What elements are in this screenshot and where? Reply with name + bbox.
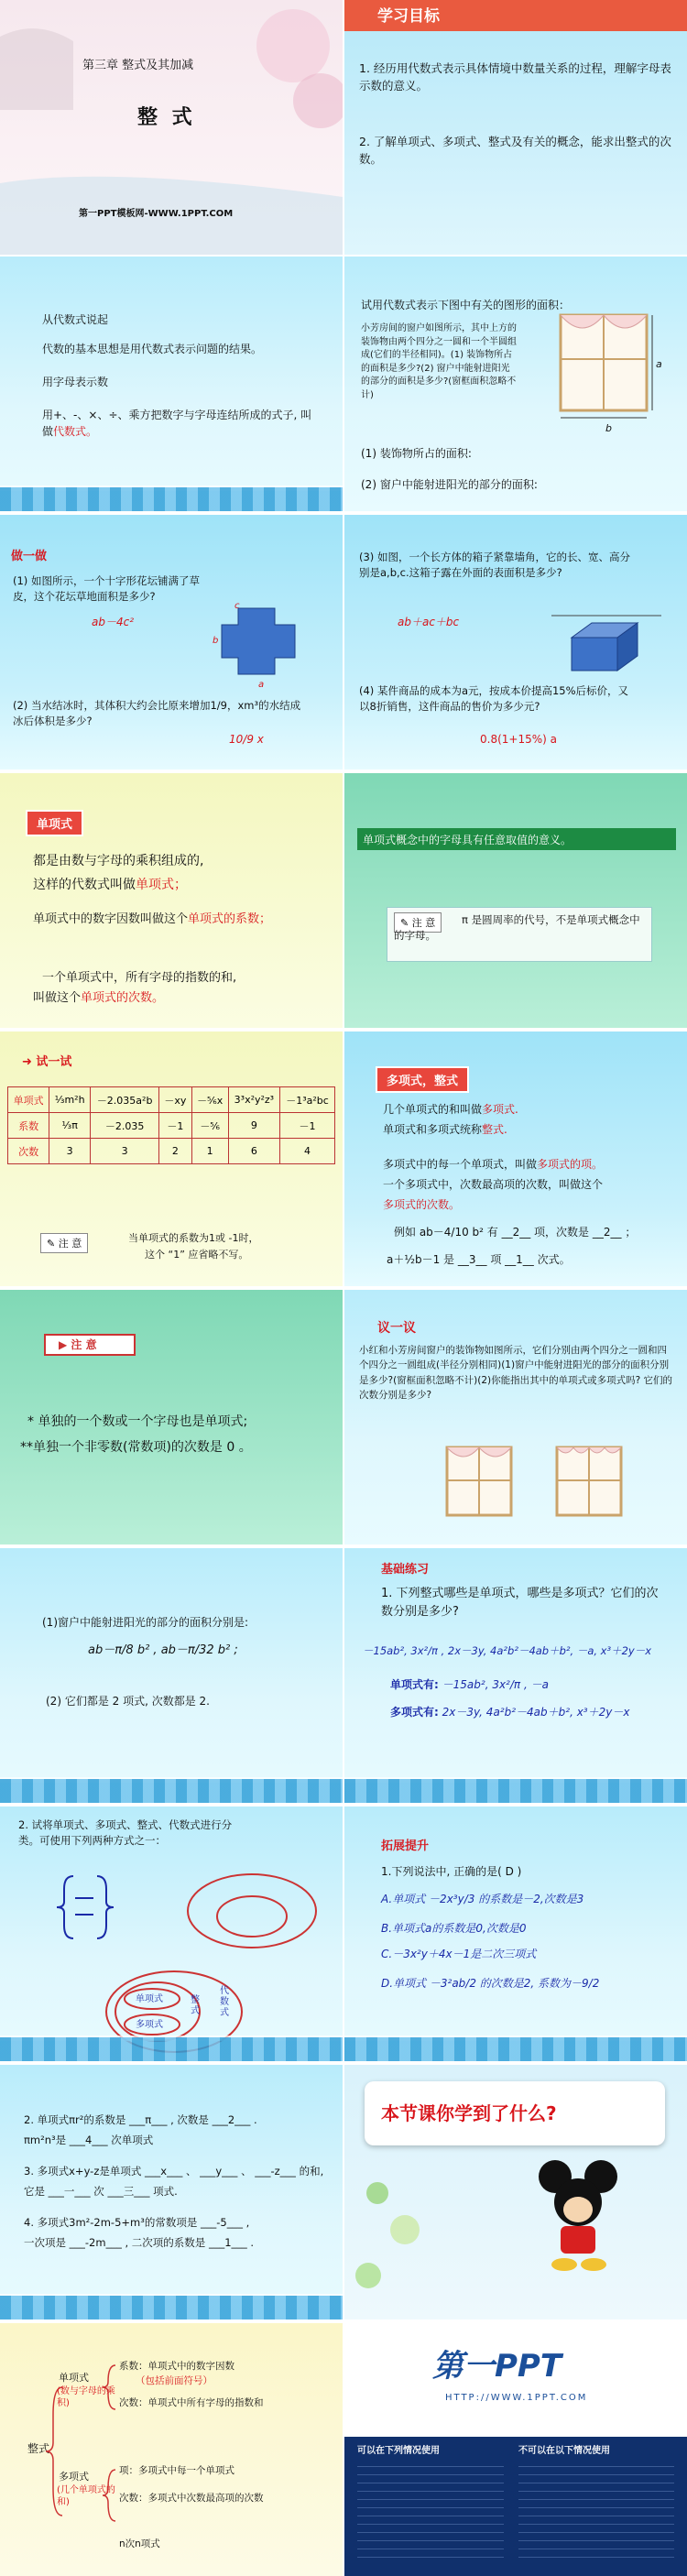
wave-decoration [344, 1779, 687, 1803]
table-cell: －1³a²bc [280, 1087, 335, 1113]
mono-subtitle: (数与字母的乘积) [57, 2386, 115, 2408]
label-a: a [656, 358, 662, 370]
monomial-answer [390, 1676, 549, 1693]
table-cell: －⅚ [191, 1113, 228, 1139]
slide-basic-practice [344, 1548, 687, 1803]
option-d: D.单项式 －3²ab/2 的次数是2, 系数为－9/2 [381, 1977, 600, 1990]
arrow-icon: ➜ [22, 1055, 37, 1069]
term-item: 项：多项式中每一个单项式 [119, 2465, 234, 2476]
site-label: 第一PPT模板网-WWW.1PPT.COM [79, 209, 234, 219]
flower-decoration [350, 2166, 460, 2312]
window-figure-1 [445, 1446, 515, 1519]
coefficient-term: 单项式的系数； [188, 912, 272, 926]
window-intro: 试用代数式表示下图中有关的图形的面积： [361, 299, 571, 311]
note-line-2: 这个 “1” 应省略不写。 [145, 1249, 249, 1261]
try-tag-text: 试一试 [36, 1055, 72, 1069]
monomial-list: －15ab², 3x²/π , －a [442, 1678, 549, 1691]
slide-summary-map [0, 2323, 343, 2576]
question-1: (1) 装饰物所占的面积: [361, 447, 472, 460]
n-term-item: n次n项式 [119, 2538, 160, 2549]
cross-question: (1) 如图所示，一个十字形花坛铺满了草皮，这个花坛草地面积是多少? [13, 574, 200, 604]
slide-try-it [0, 515, 343, 770]
degree-line-2 [33, 989, 164, 1008]
definition-line [42, 407, 317, 440]
table-header: 单项式 [8, 1087, 49, 1113]
slide-classify [0, 1806, 343, 2061]
practice-tag: 基础练习 [381, 1563, 430, 1577]
pi-note: π 是圆周率的代号，不是单项式概念中的字母。 [394, 913, 640, 943]
slide-fill-blanks [0, 2065, 343, 2319]
chapter-label: 第三章 整式及其加减 [82, 59, 194, 72]
price-answer: 0.8(1+15%) a [480, 733, 557, 746]
degree-term: 单项式的次数。 [81, 991, 165, 1005]
practice-question: 1. 下列整式哪些是单项式，哪些是多项式？它们的次数分别是多少? [381, 1587, 659, 1619]
table-cell: －xy [159, 1087, 192, 1113]
box-figure [551, 610, 661, 678]
label-b-cross: b [213, 636, 219, 646]
poly-def-2 [383, 1121, 507, 1138]
label-algebraic: 代数式 [220, 1986, 229, 2018]
table-cell: 3 [49, 1139, 91, 1164]
note-line-1: * 单独的一个数或一个字母也是单项式; [27, 1414, 248, 1429]
definition-text: 用+、-、×、÷、乘方把数字与字母连结所成的式子, 叫做 [42, 409, 312, 438]
label-monomial: 单项式 [136, 1994, 163, 2004]
coefficient-line [33, 911, 317, 929]
poly-def-1-text: 几个单项式的和叫做 [383, 1103, 483, 1116]
poly-def-2-text: 单项式和多项式统称 [383, 1123, 483, 1136]
coef-item: 系数：单项式中的数字因数 [119, 2361, 234, 2372]
polynomial-answer [390, 1704, 629, 1720]
wave-decoration [0, 2037, 343, 2061]
logo-text: 第一PPT [432, 2348, 562, 2385]
table-cell: 9 [228, 1113, 279, 1139]
table-cell: 2 [159, 1139, 192, 1164]
answer-line-2: (2) 它们都是 2 项式, 次数都是 2. [46, 1695, 210, 1708]
slide-title [0, 0, 343, 255]
try-tag [22, 1053, 71, 1072]
poly-def-1 [383, 1101, 518, 1118]
monomial-line-2-text: 这样的代数式叫做 [33, 878, 136, 892]
table-cell: 6 [228, 1139, 279, 1164]
polynomial-tag: 多项式，整式 [376, 1066, 469, 1093]
can-use-heading: 可以在下列情况使用 [357, 2446, 440, 2456]
definition-term: 代数式。 [53, 425, 98, 438]
goals-heading: 学习目标 [377, 7, 440, 26]
slide-algebraic-expression [0, 257, 343, 511]
option-c: C.－3x²y＋4x－1是二次三项式 [381, 1948, 537, 1960]
extension-question: 1.下列说法中, 正确的是( D ) [381, 1865, 522, 1878]
term-term: 多项式的项。 [537, 1158, 604, 1171]
table-header: 次数 [8, 1139, 49, 1164]
classify-question: 2. 试将单项式、多项式、整式、代数式进行分类。可使用下列两种方式之一： [18, 1818, 233, 1848]
monomial-label: 单项式有: [390, 1678, 439, 1691]
slide-goals [344, 0, 687, 255]
blank-line-4: 它是 ___一___ 次 ___三___ 项式. [24, 2185, 178, 2198]
blank-line-2: πm²n³是 ___4___ 次单项式 [24, 2134, 154, 2146]
example-2: a＋½b－1 是 __3__ 项 __1__ 次式。 [387, 1253, 571, 1266]
table-cell: 4 [280, 1139, 335, 1164]
cannot-use-heading: 不可以在以下情况使用 [518, 2446, 610, 2456]
table-cell: －2.035 [91, 1113, 159, 1139]
mono-node: 单项式 [59, 2372, 89, 2384]
blank-line-3: 3. 多项式x+y-z是单项式 ___x___ 、 ___y___ 、 ___-z___ 的和, [24, 2165, 324, 2178]
label-c: c [234, 601, 240, 611]
cannot-use-list [518, 2466, 674, 2565]
note-label-text: 注 意 [58, 1238, 82, 1250]
integral-term: 整式. [482, 1123, 507, 1136]
label-b: b [605, 422, 612, 434]
banner-text: 单项式概念中的字母具有任意取值的意义。 [363, 834, 572, 846]
goal-1: 1. 经历用代数式表示具体情境中数量关系的过程，理解字母表示数的意义。 [359, 61, 671, 93]
slide-summary-question [344, 2065, 687, 2319]
slide-window-area [344, 257, 687, 511]
letters-line: 用字母表示数 [42, 376, 109, 388]
wave-decoration [0, 2296, 343, 2319]
table-cell: ⅓π [49, 1113, 91, 1139]
note-label-text: 注 意 [411, 917, 436, 929]
poly-term: 多项式. [482, 1103, 518, 1116]
summary-title: 本节课你学到了什么? [381, 2102, 557, 2124]
note-label [40, 1233, 88, 1253]
poly-def-3 [383, 1156, 603, 1173]
goal-2: 2. 了解单项式、多项式、整式及有关的概念，能求出整式的次数。 [359, 135, 671, 166]
slide-notes [0, 1290, 343, 1545]
wave-decoration [0, 1779, 343, 1803]
slide-ending [344, 2323, 687, 2576]
window-figure-2 [555, 1446, 625, 1519]
pencil-icon: ▶ [59, 1338, 71, 1351]
question-2: (2) 窗户中能射进阳光的部分的面积: [361, 478, 538, 491]
slide-box-price [344, 515, 687, 770]
mouse-character-illustration [528, 2156, 628, 2276]
answer-formula: ab－π/8 b² , ab－π/32 b² ; [88, 1643, 238, 1657]
window-figure [557, 313, 660, 423]
idea-line: 代数的基本思想是用代数式表示问题的结果。 [42, 343, 263, 355]
price-question: (4) 某件商品的成本为a元，按成本价提高15%后标价，又以8折销售，这件商品的售价为多少元? [359, 684, 629, 714]
monomial-table [7, 1086, 335, 1164]
window-problem: 小芳房间的窗户如图所示，其中上方的装饰物由两个四分之一圆和一个半圆组成(它们的半径相同)。(1) 装饰物所占的面积是多少?(2) 窗户中能射进阳光的部分的面积是多少?(窗框面积忽略不计) [361, 323, 517, 400]
polynomial-list: 2x－3y, 4a²b²－4ab＋b², x³＋2y－x [442, 1706, 630, 1719]
pencil-icon: ✎ [400, 917, 412, 929]
ice-answer: 10/9 x [229, 733, 264, 746]
poly-subtitle: (几个单项式的和) [57, 2485, 115, 2507]
note-line-1: 当单项式的系数为1或 -1时， [128, 1232, 259, 1244]
discuss-tag: 议一议 [377, 1321, 416, 1336]
cross-figure [220, 605, 302, 678]
wave-decoration [0, 487, 343, 511]
try-tag: 做一做 [11, 550, 48, 563]
logo-url: HTTP://WWW.1PPT.COM [445, 2393, 588, 2403]
table-cell: ⅓m²h [49, 1087, 91, 1113]
slide-extension [344, 1806, 687, 2061]
brace-diagram [37, 1871, 119, 1944]
table-cell: 3³x²y²z³ [228, 1087, 279, 1113]
ice-question: (2) 当水结冰时，其体积大约会比原来增加1/9，xm³的水结成冰后体积是多少? [13, 699, 301, 728]
poly-def-5: 多项式的次数。 [383, 1198, 461, 1211]
coefficient-text: 单项式中的数字因数叫做这个 [33, 912, 189, 926]
mono-degree-item: 次数：单项式中所有字母的指数和 [119, 2397, 264, 2408]
slide-monomial-table [0, 1031, 343, 1286]
blank-line-1: 2. 单项式πr²的系数是 ___π___ , 次数是 ___2___ . [24, 2113, 257, 2126]
intro-line: 从代数式说起 [42, 313, 109, 326]
polynomial-label: 多项式有: [390, 1706, 439, 1719]
box-answer: ab＋ac＋bc [398, 616, 460, 628]
ellipse-diagram-top [183, 1871, 321, 1953]
table-cell: －⅚x [191, 1087, 228, 1113]
slide-monomial-note [344, 773, 687, 1028]
expression-list: －15ab², 3x²/π , 2x－3y, 4a²b²－4ab＋b², －a, x³＋2y－x [363, 1644, 652, 1657]
table-cell: 1 [191, 1139, 228, 1164]
can-use-list [357, 2466, 504, 2565]
note-line-2: **单独一个非零数(常数项)的次数是 0 。 [20, 1440, 252, 1455]
slide-discuss-answer [0, 1548, 343, 1803]
monomial-line-2 [33, 876, 187, 895]
poly-def-3-text: 多项式中的每一个单项式，叫做 [383, 1158, 538, 1171]
table-cell: －1 [280, 1113, 335, 1139]
poly-degree-item: 次数：多项式中次数最高项的次数 [119, 2493, 264, 2504]
wave-decoration [344, 2037, 687, 2061]
slide-title-text: 整 式 [137, 106, 196, 129]
note-label-text: 注 意 [71, 1338, 97, 1351]
label-integral: 整式 [191, 1995, 200, 2016]
pencil-icon: ✎ [47, 1238, 59, 1250]
degree-line-1: 一个单项式中，所有字母的指数的和, [42, 971, 237, 985]
root-label: 整式 [27, 2442, 50, 2455]
degree-text: 叫做这个 [33, 991, 82, 1005]
cross-answer: ab－4c² [92, 616, 135, 628]
slide-polynomial [344, 1031, 687, 1286]
example-1: 例如 ab－4/10 b² 有 __2__ 项，次数是 __2__ ； [394, 1226, 637, 1239]
monomial-line-1: 都是由数与字母的乘积组成的, [33, 854, 204, 868]
option-a: A.单项式 －2x³y/3 的系数是－2,次数是3 [381, 1893, 584, 1905]
coef-note: （包括前面符号） [136, 2375, 213, 2386]
blank-line-6: 一次项是 ___-2m___ , 二次项的系数是 ___1___ . [24, 2236, 255, 2249]
monomial-tag: 单项式 [26, 810, 83, 836]
label-a-cross: a [258, 680, 265, 690]
box-question: (3) 如图，一个长方体的箱子紧靠墙角，它的长、宽、高分别是a,b,c.这箱子露在外面的表面积是多少? [359, 551, 630, 580]
table-header: 系数 [8, 1113, 49, 1139]
slide-monomial [0, 773, 343, 1028]
table-cell: －1 [159, 1113, 192, 1139]
answer-line-1: (1)窗户中能射进阳光的部分的面积分别是: [42, 1616, 249, 1629]
table-cell: 3 [91, 1139, 159, 1164]
table-cell: －2.035a²b [91, 1087, 159, 1113]
poly-def-4: 一个多项式中，次数最高项的次数，叫做这个 [383, 1178, 604, 1191]
extension-tag: 拓展提升 [381, 1839, 430, 1853]
poly-node: 多项式 [59, 2471, 89, 2483]
monomial-term: 单项式； [136, 878, 187, 892]
discuss-text: 小红和小芳房间窗户的装饰物如图所示，它们分别由两个四分之一圆和四个四分之一圆组成(半径分别相同)(1)窗户中能射进阳光的部分的面积分别是多少?(窗框面积忽略不计)(2)你能指出其中的单项式或多项式吗? 它们的次数分别是多少? [359, 1345, 673, 1401]
option-b: B.单项式a的系数是0,次数是0 [381, 1922, 527, 1935]
label-polynomial: 多项式 [136, 2020, 163, 2030]
note-label [59, 1337, 97, 1353]
slide-discuss [344, 1290, 687, 1545]
blank-line-5: 4. 多项式3m²-2m-5+m³的常数项是 ___-5___ , [24, 2216, 250, 2229]
